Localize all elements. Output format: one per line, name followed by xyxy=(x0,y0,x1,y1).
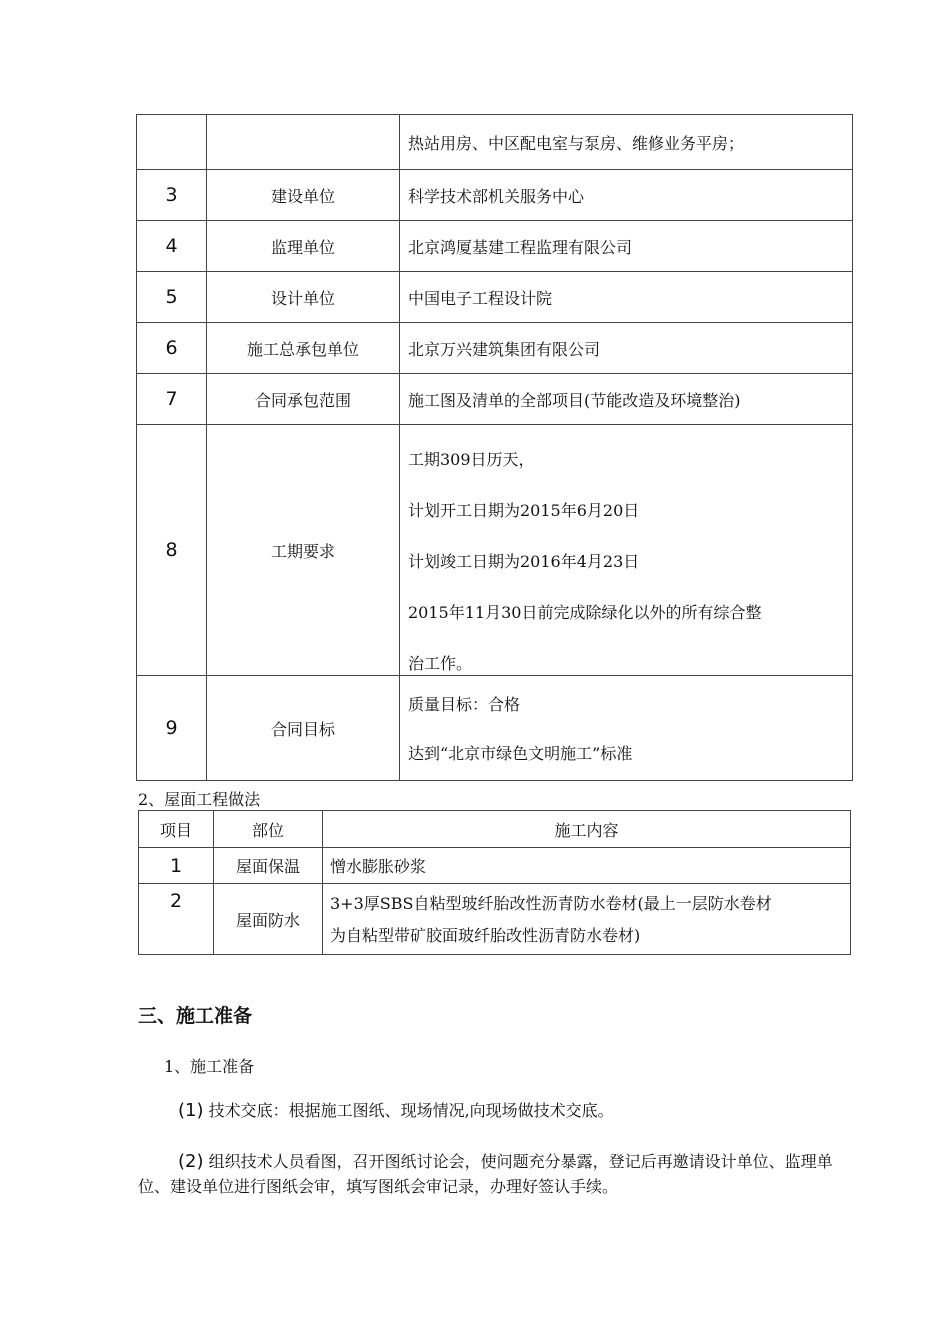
row-content xyxy=(400,425,853,676)
row-part: 屋面防水 xyxy=(214,884,323,955)
section-caption: 2、屋面工程做法 xyxy=(138,790,261,809)
table-row xyxy=(137,221,853,272)
project-info-table xyxy=(136,114,853,781)
row-number: 4 xyxy=(137,221,207,272)
content-line: 憎水膨胀砂浆 xyxy=(330,857,427,876)
content-line: 中国电子工程设计院 xyxy=(408,288,553,308)
paragraph-number: (1) xyxy=(178,1100,204,1121)
row-item: 合同承包范围 xyxy=(207,374,400,425)
paragraph-number: (2) xyxy=(178,1151,204,1172)
content-line: 计划竣工日期为2016年4月23日 xyxy=(408,552,640,571)
content-line: 3+3厚SBS自粘型玻纤胎改性沥青防水卷材(最上一层防水卷材 xyxy=(330,894,772,913)
paragraph xyxy=(138,1149,856,1199)
row-item: 监理单位 xyxy=(207,221,400,272)
table-row xyxy=(139,848,851,884)
table-row xyxy=(137,115,853,170)
row-content xyxy=(400,170,853,221)
table-row xyxy=(137,323,853,374)
content-line: 计划开工日期为2015年6月20日 xyxy=(408,501,640,520)
content-line: 科学技术部机关服务中心 xyxy=(408,186,585,206)
table-header-row xyxy=(139,811,851,848)
row-item: 建设单位 xyxy=(207,170,400,221)
subsection-title: 1、施工准备 xyxy=(164,1057,255,1076)
table-row xyxy=(137,272,853,323)
row-content xyxy=(400,272,853,323)
row-number: 5 xyxy=(137,272,207,323)
row-content xyxy=(323,884,851,955)
row-content xyxy=(400,323,853,374)
content-line: 质量目标：合格 xyxy=(408,695,521,714)
content-line: 为自粘型带矿胶面玻纤胎改性沥青防水卷材) xyxy=(330,926,641,945)
content-line: 工期309日历天， xyxy=(408,450,535,469)
row-number: 2 xyxy=(139,884,214,955)
row-content xyxy=(400,115,853,170)
content-line: 热站用房、中区配电室与泵房、维修业务平房； xyxy=(408,133,745,153)
row-content xyxy=(400,221,853,272)
row-number: 9 xyxy=(137,676,207,781)
row-content xyxy=(400,676,853,781)
content-line: 北京万兴建筑集团有限公司 xyxy=(408,339,601,359)
row-number: 3 xyxy=(137,170,207,221)
column-header: 部位 xyxy=(214,811,323,848)
row-number xyxy=(137,115,207,170)
paragraph xyxy=(178,1098,614,1121)
row-number: 6 xyxy=(137,323,207,374)
content-line: 施工图及清单的全部项目(节能改造及环境整治) xyxy=(408,390,741,410)
row-number: 8 xyxy=(137,425,207,676)
paragraph-text: 技术交底：根据施工图纸、现场情况,向现场做技术交底。 xyxy=(208,1101,614,1120)
table-row xyxy=(137,676,853,781)
section-title: 三、施工准备 xyxy=(138,1005,253,1027)
row-item: 工期要求 xyxy=(207,425,400,676)
table-row xyxy=(139,884,851,955)
content-line: 治工作。 xyxy=(408,654,473,673)
content-line: 2015年11月30日前完成除绿化以外的所有综合整 xyxy=(408,603,762,622)
table-row xyxy=(137,374,853,425)
row-content xyxy=(400,374,853,425)
row-number: 1 xyxy=(139,848,214,884)
row-part: 屋面保温 xyxy=(214,848,323,884)
roof-method-table xyxy=(138,810,851,955)
content-line: 达到“北京市绿色文明施工”标准 xyxy=(408,744,633,763)
row-number: 7 xyxy=(137,374,207,425)
row-item: 合同目标 xyxy=(207,676,400,781)
row-item: 设计单位 xyxy=(207,272,400,323)
column-header: 项目 xyxy=(139,811,214,848)
table-row xyxy=(137,170,853,221)
paragraph-text: 组织技术人员看图，召开图纸讨论会，使问题充分暴露，登记后再邀请设计单位、监理单位、建设单位进行图纸会审，填写图纸会审记录，办理好签认手续。 xyxy=(138,1152,833,1196)
row-item xyxy=(207,115,400,170)
content-line: 北京鸿厦基建工程监理有限公司 xyxy=(408,237,633,257)
table-row xyxy=(137,425,853,676)
column-header: 施工内容 xyxy=(323,811,851,848)
row-item: 施工总承包单位 xyxy=(207,323,400,374)
row-content xyxy=(323,848,851,884)
